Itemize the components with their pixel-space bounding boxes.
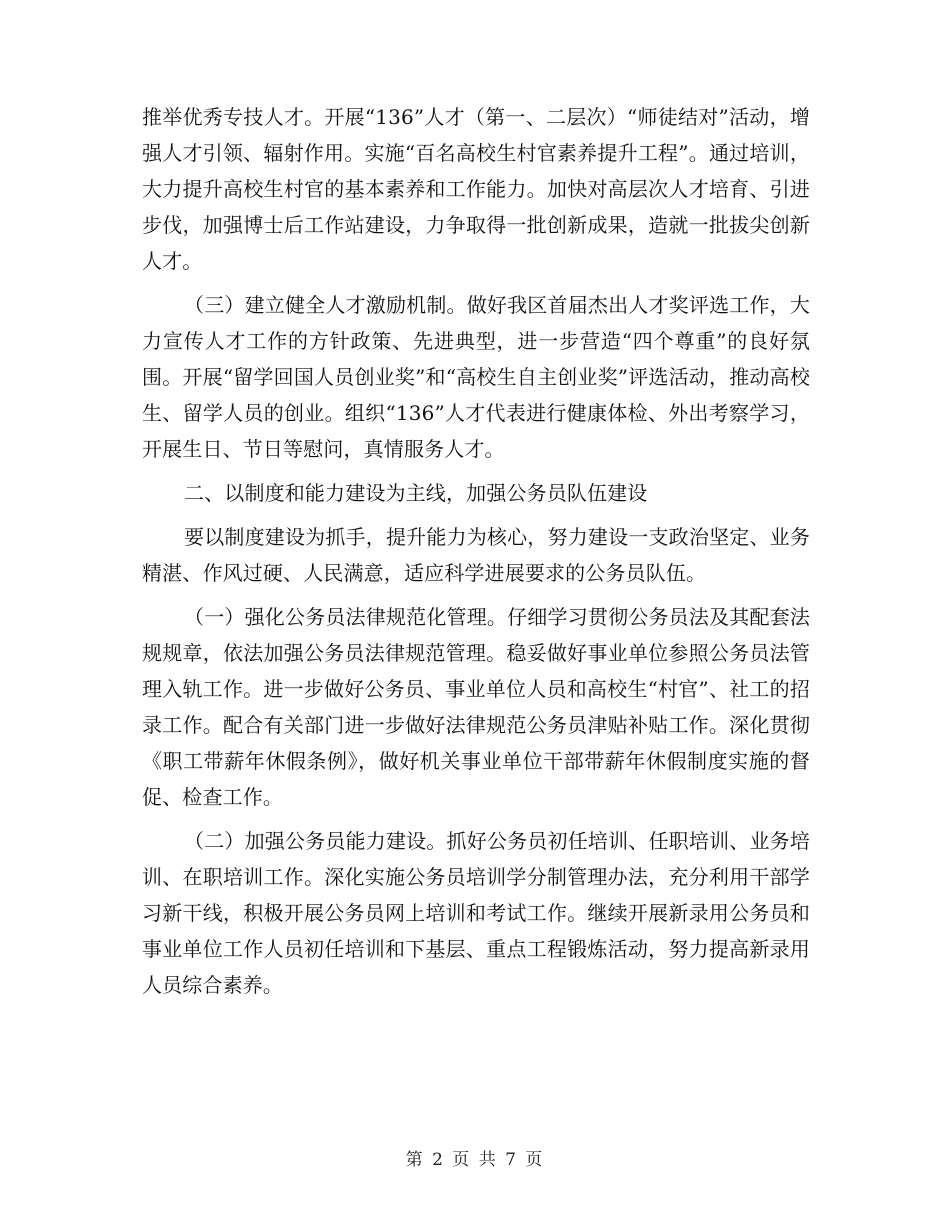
paragraph-talent-incentive: （三）建立健全人才激励机制。做好我区首届杰出人才奖评选工作，大力宣传人才工作的方针政策、先进典型，进一步营造“四个尊重”的良好氛围。开展“留学回国人员创业奖”和“高校生自主创业奖”评选活动，推动高校生、留学人员的创业。组织“136”人才代表进行健康体检、外出考察学习，开展生日、节日等慰问，真情服务人才。 <box>142 293 810 461</box>
paragraph-civil-servant-goal: 要以制度建设为抓手，提升能力为核心，努力建设一支政治坚定、业务精湛、作风过硬、人民满意，适应科学进展要求的公务员队伍。 <box>142 525 810 585</box>
paragraph-capacity-building: （二）加强公务员能力建设。抓好公务员初任培训、任职培训、业务培训、在职培训工作。深化实施公务员培训学分制管理办法，充分利用干部学习新干线，积极开展公务员网上培训和考试工作。继续开展新录用公务员和事业单位工作人员初任培训和下基层、重点工程锻炼活动，努力提高新录用人员综合素养。 <box>142 829 810 997</box>
paragraph-talent-promotion: 推举优秀专技人才。开展“136”人才（第一、二层次）“师徒结对”活动，增强人才引领、辐射作用。实施“百名高校生村官素养提升工程”。通过培训，大力提升高校生村官的基本素养和工作能力。加快对高层次人才培育、引进步伐，加强博士后工作站建设，力争取得一批创新成果，造就一批拔尖创新人才。 <box>142 105 810 273</box>
document-body <box>142 99 810 1011</box>
section-heading-civil-servants: 二、以制度和能力建设为主线，加强公务员队伍建设 <box>184 481 648 505</box>
paragraph-legal-management: （一）强化公务员法律规范化管理。仔细学习贯彻公务员法及其配套法规规章，依法加强公务员法律规范管理。稳妥做好事业单位参照公务员法管理入轨工作。进一步做好公务员、事业单位人员和高校生“村官”、社工的招录工作。配合有关部门进一步做好法律规范公务员津贴补贴工作。深化贯彻《职工带薪年休假条例》，做好机关事业单位干部带薪年休假制度实施的督促、检查工作。 <box>142 605 810 809</box>
page-number-footer: 第 2 页 共 7 页 <box>405 1150 545 1170</box>
